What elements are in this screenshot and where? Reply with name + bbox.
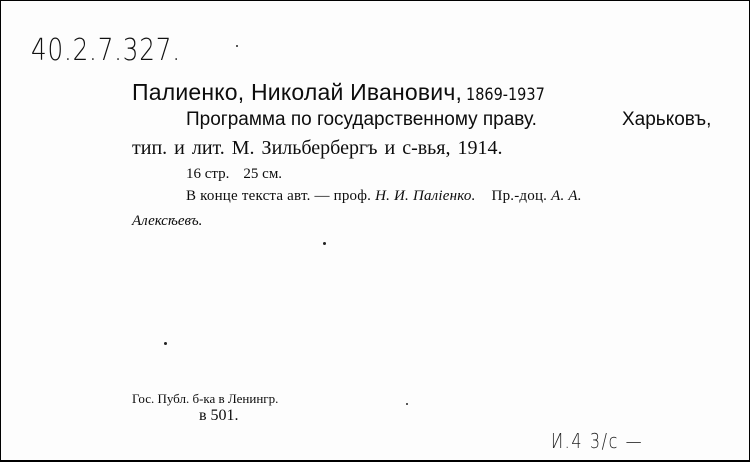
book-size: 25 см. xyxy=(243,166,283,182)
note-assistant-prefix: Пр.-доц. xyxy=(491,188,548,204)
title-text: Программа по государственному праву. xyxy=(186,109,537,130)
ink-speck xyxy=(236,45,238,47)
ink-speck xyxy=(164,342,167,345)
note-assistant-surname: Алексѣевъ. xyxy=(132,213,203,229)
page-count: 16 стр. xyxy=(186,166,230,182)
note-assistant-initials: А. А. xyxy=(551,188,582,204)
imprint-line: тип. и лит. М. Зильбербергъ и с-вья, 1914. xyxy=(132,137,503,159)
collation xyxy=(186,166,282,183)
title-line-1 xyxy=(186,109,746,131)
author-dates: 1869-1937 xyxy=(466,85,545,105)
holding-library: Гос. Публ. б-ка в Ленингр. xyxy=(132,391,279,406)
ink-speck xyxy=(406,403,408,405)
handwritten-note: И.4 3/с — xyxy=(551,429,644,453)
note-author: Н. И. Паліенко. xyxy=(375,188,476,204)
holding-number: в 501. xyxy=(199,407,239,424)
note-prefix: В конце текста авт. — проф. xyxy=(186,188,372,204)
publication-place: Харьковъ, xyxy=(622,109,712,130)
author-name: Палиенко, Николай Иванович, xyxy=(132,79,463,105)
call-number: 40.2.7.327. xyxy=(31,33,181,68)
ink-speck xyxy=(323,242,326,245)
note-line-1 xyxy=(186,188,582,205)
author-heading xyxy=(132,79,559,106)
